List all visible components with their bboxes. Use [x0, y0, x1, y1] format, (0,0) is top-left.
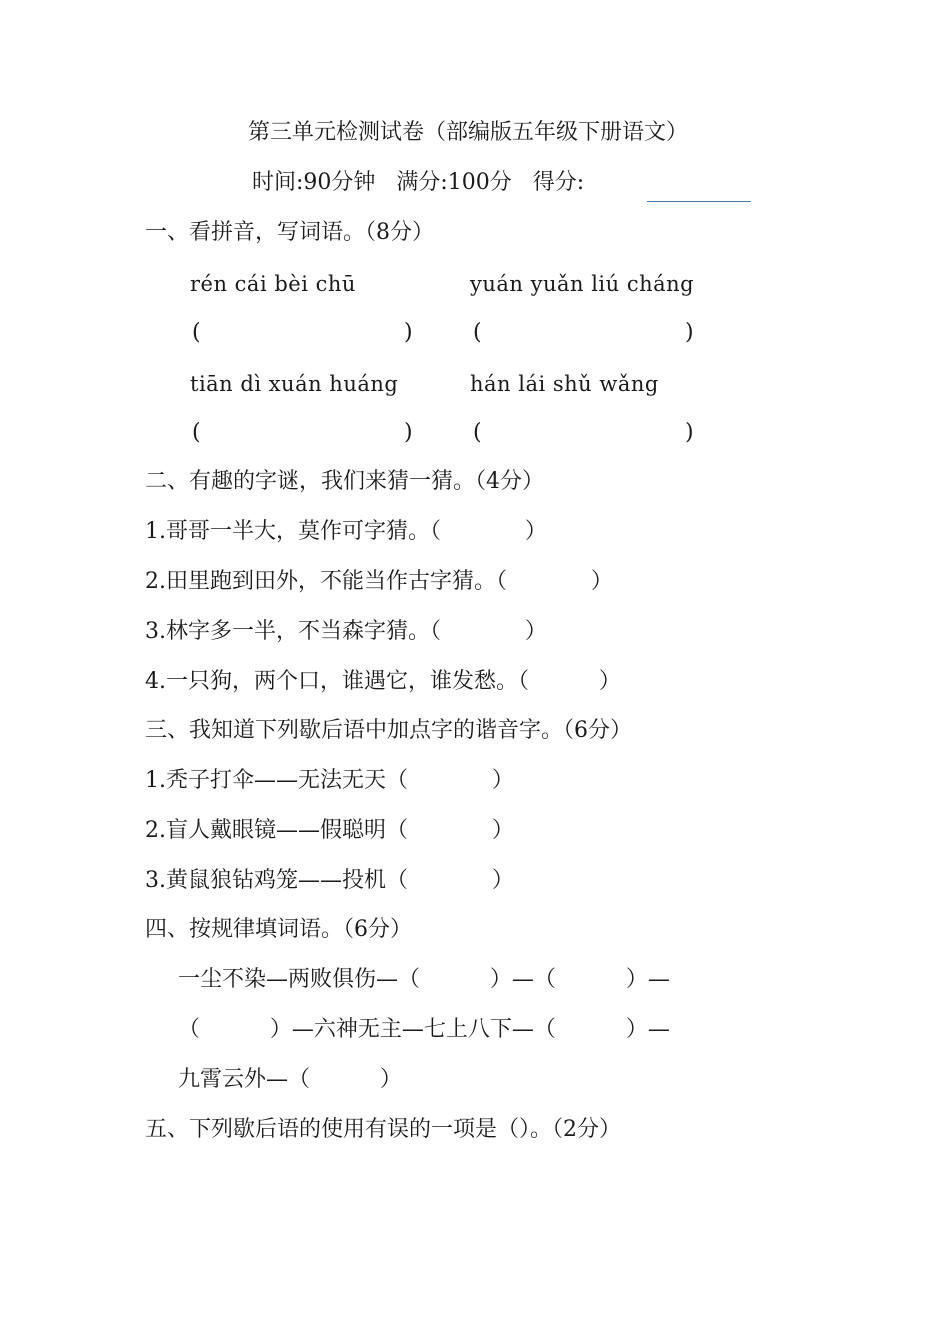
- answer-blank-close: ): [404, 320, 413, 345]
- exam-meta: 时间:90分钟 满分:100分 得分:: [252, 170, 585, 195]
- riddle-item-3: 3.林字多一半，不当森字猜。（ ）: [145, 619, 547, 644]
- answer-blank-open: (: [473, 420, 482, 445]
- riddle-item-1: 1.哥哥一半大，莫作可字猜。（ ）: [145, 519, 547, 544]
- riddle-item-4: 4.一只狗，两个口，谁遇它，谁发愁。（ ）: [145, 669, 621, 694]
- answer-blank-open: (: [473, 320, 482, 345]
- pattern-line-3: 九霄云外—（ ）: [178, 1067, 402, 1092]
- section2-heading: 二、有趣的字谜，我们来猜一猜。（4分）: [145, 469, 544, 494]
- pinyin-3: tiān dì xuán huáng: [190, 372, 399, 396]
- riddle-item-2: 2.田里跑到田外，不能当作古字猜。（ ）: [145, 569, 613, 594]
- pattern-line-1: 一尘不染—两败俱伤—（ ）—（ ）—: [178, 967, 670, 992]
- answer-blank-close: ): [685, 320, 694, 345]
- answer-blank-close: ): [404, 420, 413, 445]
- pinyin-2: yuán yuǎn liú cháng: [470, 272, 695, 296]
- xiehouyu-item-1: 1.秃子打伞——无法无天（ ）: [145, 768, 514, 793]
- section4-heading: 四、按规律填词语。（6分）: [145, 917, 412, 942]
- pattern-line-2: （ ）—六神无主—七上八下—（ ）—: [178, 1017, 670, 1042]
- pinyin-4: hán lái shǔ wǎng: [470, 372, 659, 396]
- pinyin-1: rén cái bèi chū: [190, 272, 356, 296]
- xiehouyu-item-2: 2.盲人戴眼镜——假聪明（ ）: [145, 818, 514, 843]
- page-title: 第三单元检测试卷（部编版五年级下册语文）: [248, 120, 689, 145]
- answer-blank-open: (: [192, 420, 201, 445]
- section3-heading: 三、我知道下列歇后语中加点字的谐音字。（6分）: [145, 718, 632, 743]
- section1-heading: 一、看拼音，写词语。（8分）: [145, 220, 434, 245]
- score-blank[interactable]: [647, 201, 751, 202]
- section5-heading: 五、下列歇后语的使用有误的一项是（）。（2分）: [145, 1117, 621, 1142]
- answer-blank-open: (: [192, 320, 201, 345]
- answer-blank-close: ): [685, 420, 694, 445]
- xiehouyu-item-3: 3.黄鼠狼钻鸡笼——投机（ ）: [145, 868, 514, 893]
